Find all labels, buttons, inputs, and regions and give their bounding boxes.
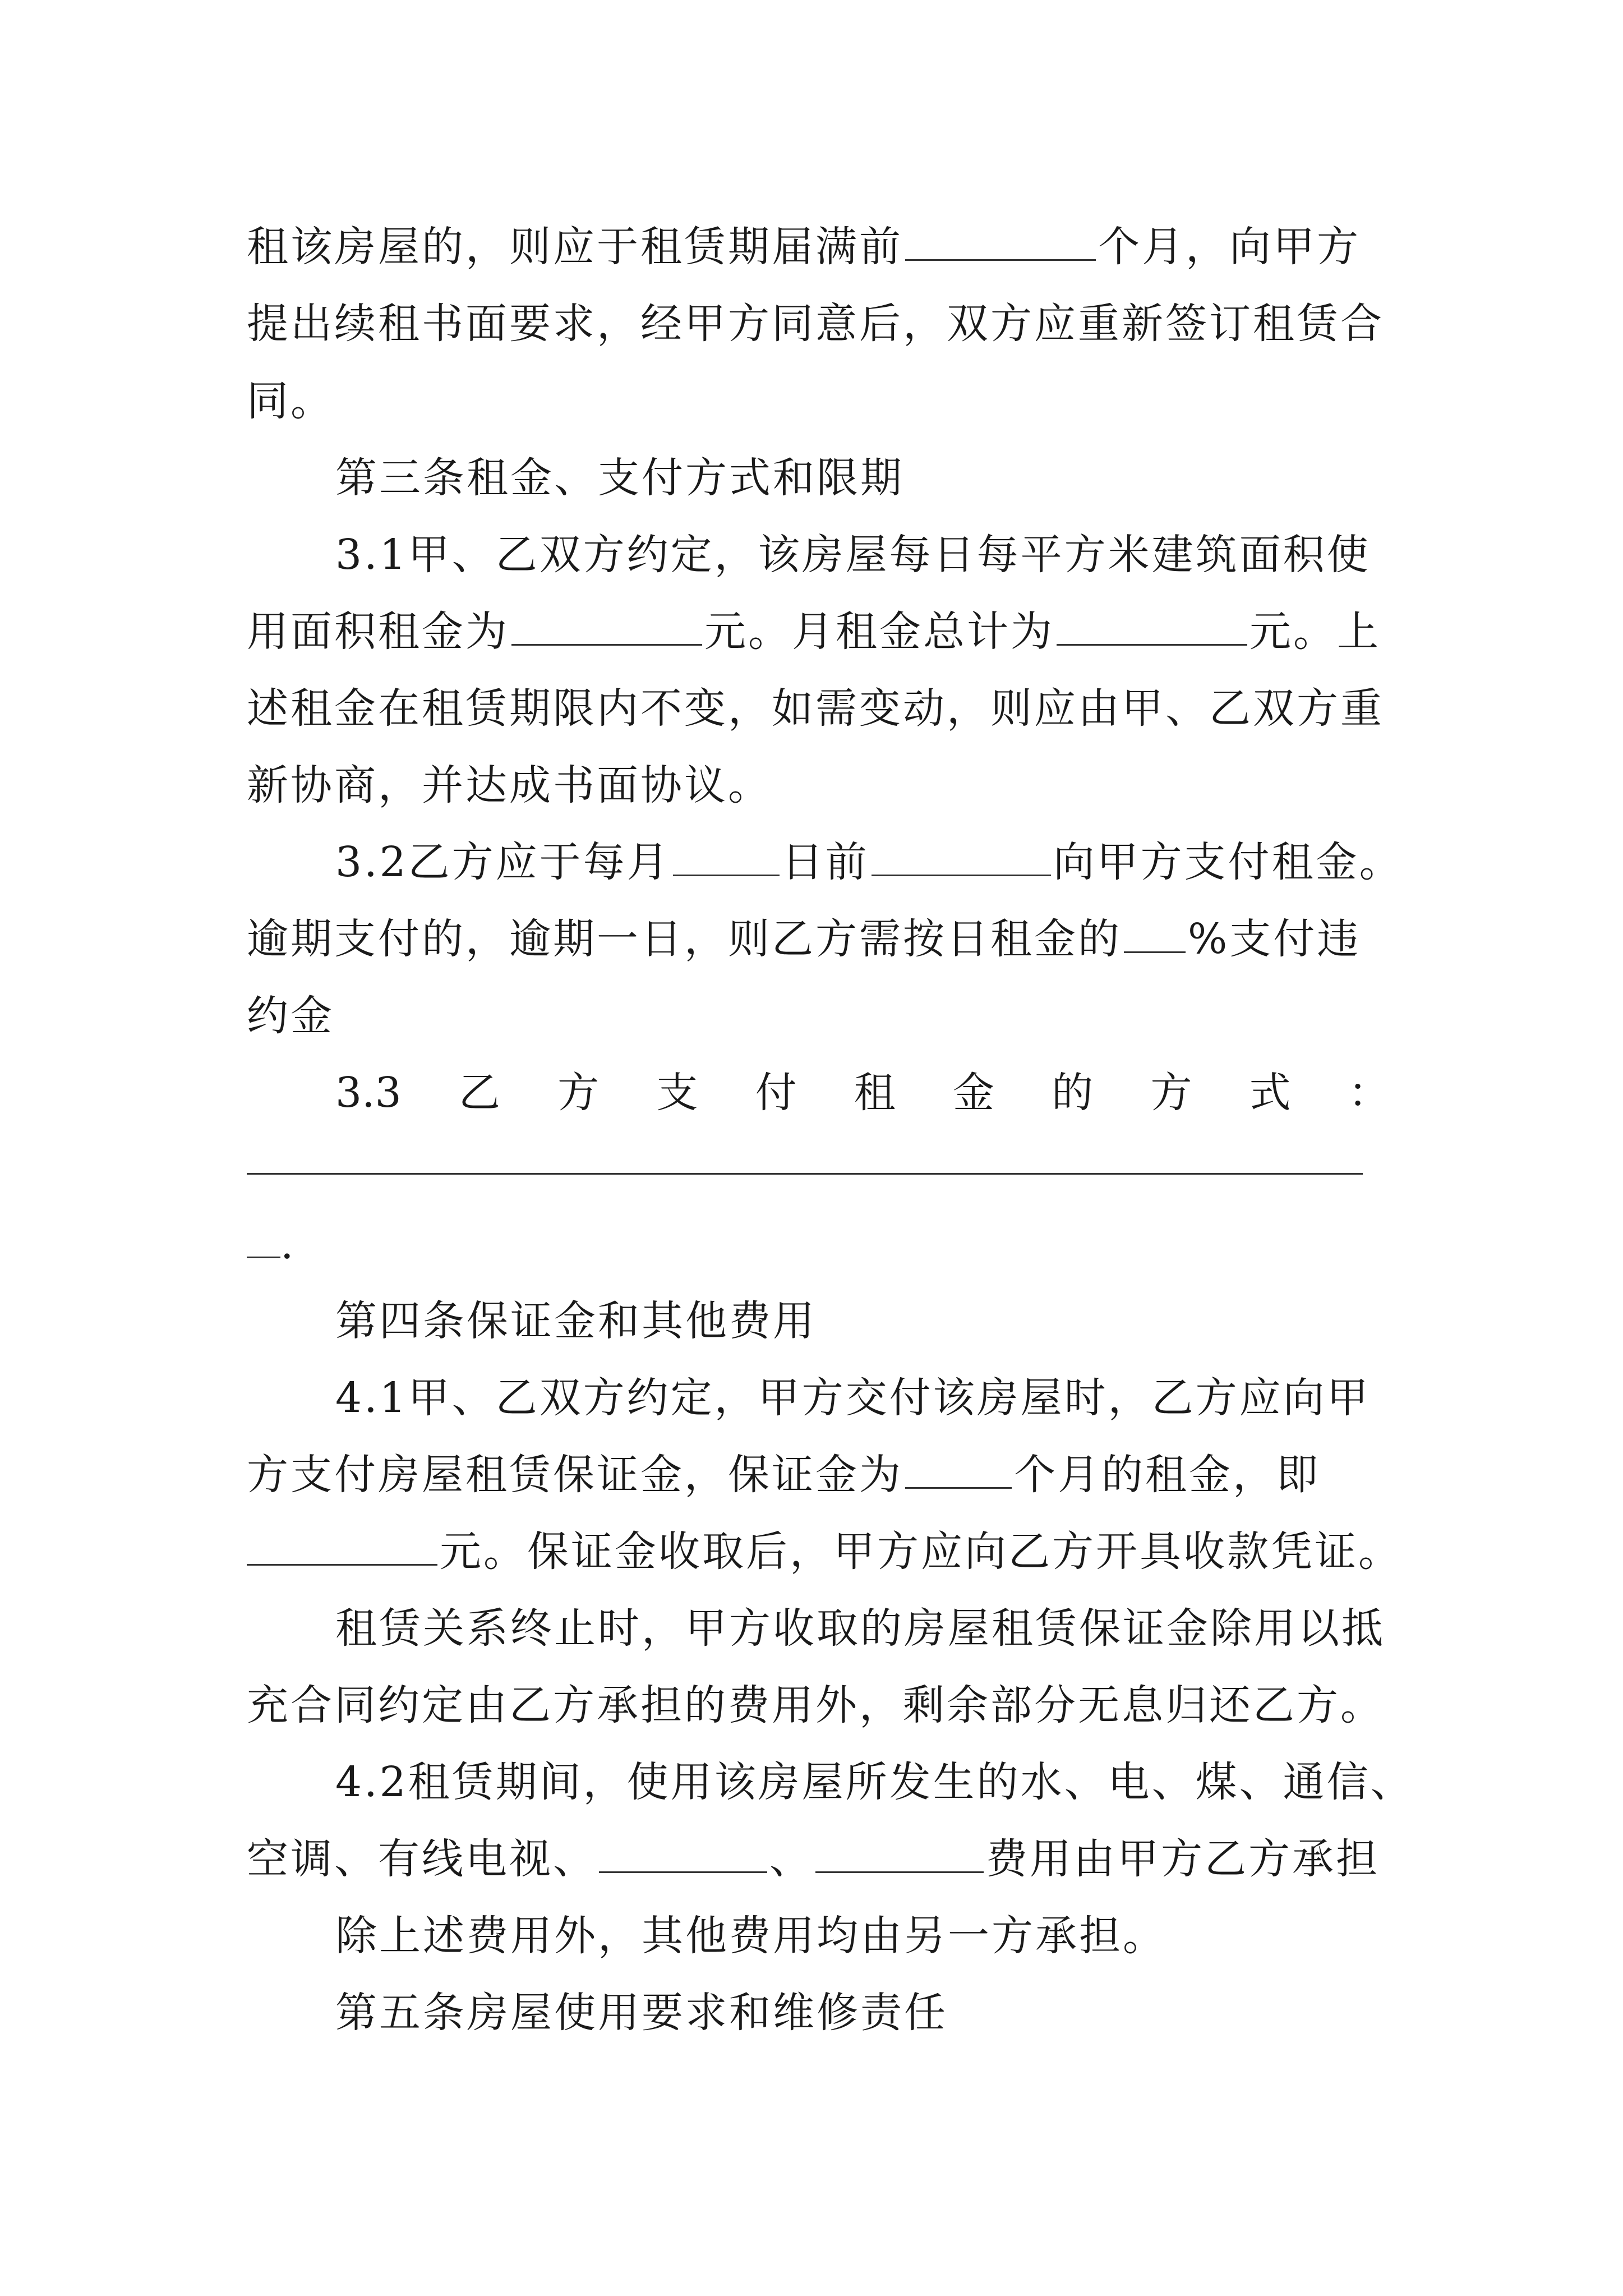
blank-field[interactable]	[872, 835, 1051, 876]
text-line: 元。保证金收取后，甲方应向乙方开具收款凭证。	[247, 1518, 1391, 1585]
blank-field[interactable]	[905, 1448, 1012, 1489]
text-line: 充合同约定由乙方承担的费用外，剩余部分无息归还乙方。	[247, 1681, 1384, 1729]
text-line: 方支付房屋租赁保证金，保证金为 个月的租金，即	[247, 1441, 1391, 1508]
text-line: 新协商，并达成书面协议。	[247, 761, 772, 809]
blank-field[interactable]	[247, 1217, 280, 1258]
blank-field[interactable]	[1124, 912, 1186, 953]
text-line: 述租金在租赁期限内不变，如需变动，则应由甲、乙双方重	[247, 684, 1384, 733]
blank-field[interactable]	[1057, 605, 1247, 646]
blank-field[interactable]	[247, 1525, 437, 1566]
blank-field[interactable]	[599, 1832, 767, 1873]
text-line: 约金	[247, 992, 334, 1040]
blank-field[interactable]	[511, 605, 702, 646]
text-line: 4.1甲、乙双方约定，甲方交付该房屋时，乙方应向甲	[335, 1374, 1371, 1422]
text-line: 逾期支付的，逾期一日，则乙方需按日租金的 %支付违	[247, 905, 1391, 973]
section-heading-4: 第四条保证金和其他费用	[335, 1297, 817, 1345]
text-line: 同。	[247, 377, 334, 425]
spread-line-3-3: 3.3 乙 方 支 付 租 金 的 方 式 ：	[335, 1069, 1390, 1117]
text-line: 提出续租书面要求，经甲方同意后，双方应重新签订租赁合	[247, 300, 1384, 348]
blank-field[interactable]	[905, 220, 1096, 261]
text-line: .	[247, 1211, 1391, 1278]
blank-field-long[interactable]	[247, 1173, 1363, 1175]
section-heading-5: 第五条房屋使用要求和维修责任	[335, 1989, 948, 2037]
text-line: 4.2租赁期间，使用该房屋所发生的水、电、煤、通信、	[335, 1758, 1414, 1806]
section-heading-3: 第三条租金、支付方式和限期	[335, 454, 904, 502]
text-line: 空调、有线电视、 、 费用由甲方乙方承担	[247, 1825, 1391, 1893]
text-line: 3.1甲、乙双方约定，该房屋每日每平方米建筑面积使	[335, 531, 1371, 579]
blank-field[interactable]	[673, 835, 780, 876]
text-line: 3.2乙方应于每月 日前 向甲方支付租金。	[335, 829, 1401, 896]
text-line: 用面积租金为 元。月租金总计为 元。上	[247, 598, 1391, 665]
text-line: 租赁关系终止时，甲方收取的房屋租赁保证金除用以抵	[335, 1604, 1385, 1653]
text-line: 除上述费用外，其他费用均由另一方承担。	[335, 1912, 1166, 1960]
blank-field[interactable]	[815, 1832, 984, 1873]
text-line: 租该房屋的，则应于租赁期届满前 个月，向甲方	[247, 213, 1391, 280]
